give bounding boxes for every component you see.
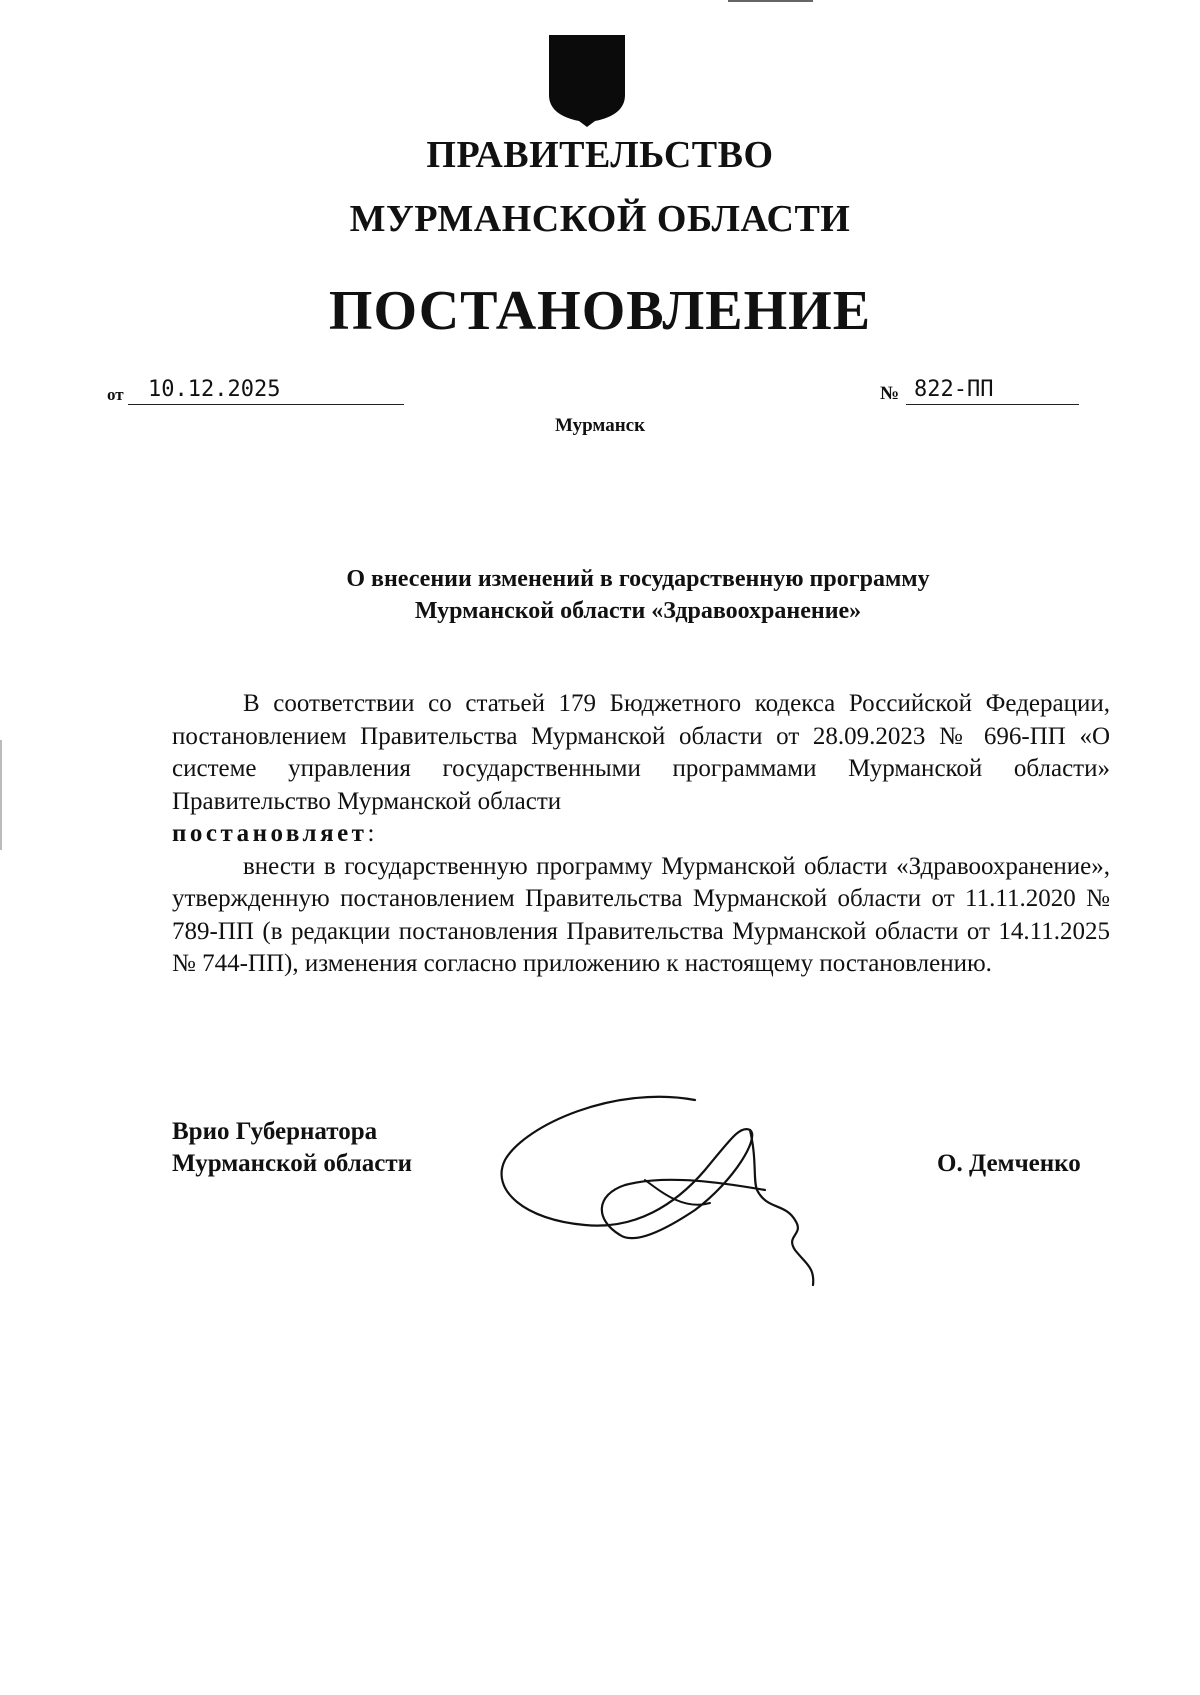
signatory-position — [172, 1116, 412, 1180]
date-prefix-label: от — [107, 385, 124, 404]
signatory-name: О. Демченко — [937, 1150, 1081, 1177]
subject-line2: Мурманской области «Здравоохранение» — [414, 598, 862, 624]
coat-of-arms-emblem-icon — [547, 33, 627, 128]
body-paragraph-1-text: В соответствии со статьей 179 Бюджетного кодекса Российской Федерации, постановлением Правительства Мурманской области от 28.09.2023 № 696-ПП «О системе управления государственными программами Мурманской области» Правительство Мурманской области — [172, 690, 1110, 815]
body-paragraph-1 — [172, 688, 1110, 851]
scan-mark — [728, 0, 813, 2]
org-title-line2: МУРМАНСКОЙ ОБЛАСТИ — [349, 198, 851, 240]
scan-artifact — [0, 740, 2, 850]
city-label: Мурманск — [554, 415, 646, 436]
body-paragraph-2: внести в государственную программу Мурманской области «Здравоохранение», утвержденную постановлением Правительства Мурманской области от 11.11.2020 № 789-ПП (в редакции постановления Правительства Мурманской области от 14.11.2025 № 744-ПП), изменения согласно приложению к настоящему постановлению. — [172, 852, 1110, 977]
document-subject — [150, 563, 1126, 627]
document-body — [172, 688, 1110, 981]
document-type-title: ПОСТАНОВЛЕНИЕ — [328, 280, 872, 342]
signatory-position-line1: Врио Губернатора — [172, 1118, 378, 1145]
resolves-colon: : — [367, 820, 375, 847]
handwritten-signature — [495, 1085, 855, 1305]
document-date: 10.12.2025 — [128, 377, 404, 405]
subject-line1: О внесении изменений в государственную программу — [346, 566, 930, 592]
document-number: 822-ПП — [906, 377, 1079, 405]
resolves-keyword: постановляет — [172, 820, 368, 847]
signatory-position-line2: Мурманской области — [172, 1150, 413, 1177]
org-title-line1: ПРАВИТЕЛЬСТВО — [426, 134, 774, 176]
number-prefix-label: № — [880, 383, 900, 404]
